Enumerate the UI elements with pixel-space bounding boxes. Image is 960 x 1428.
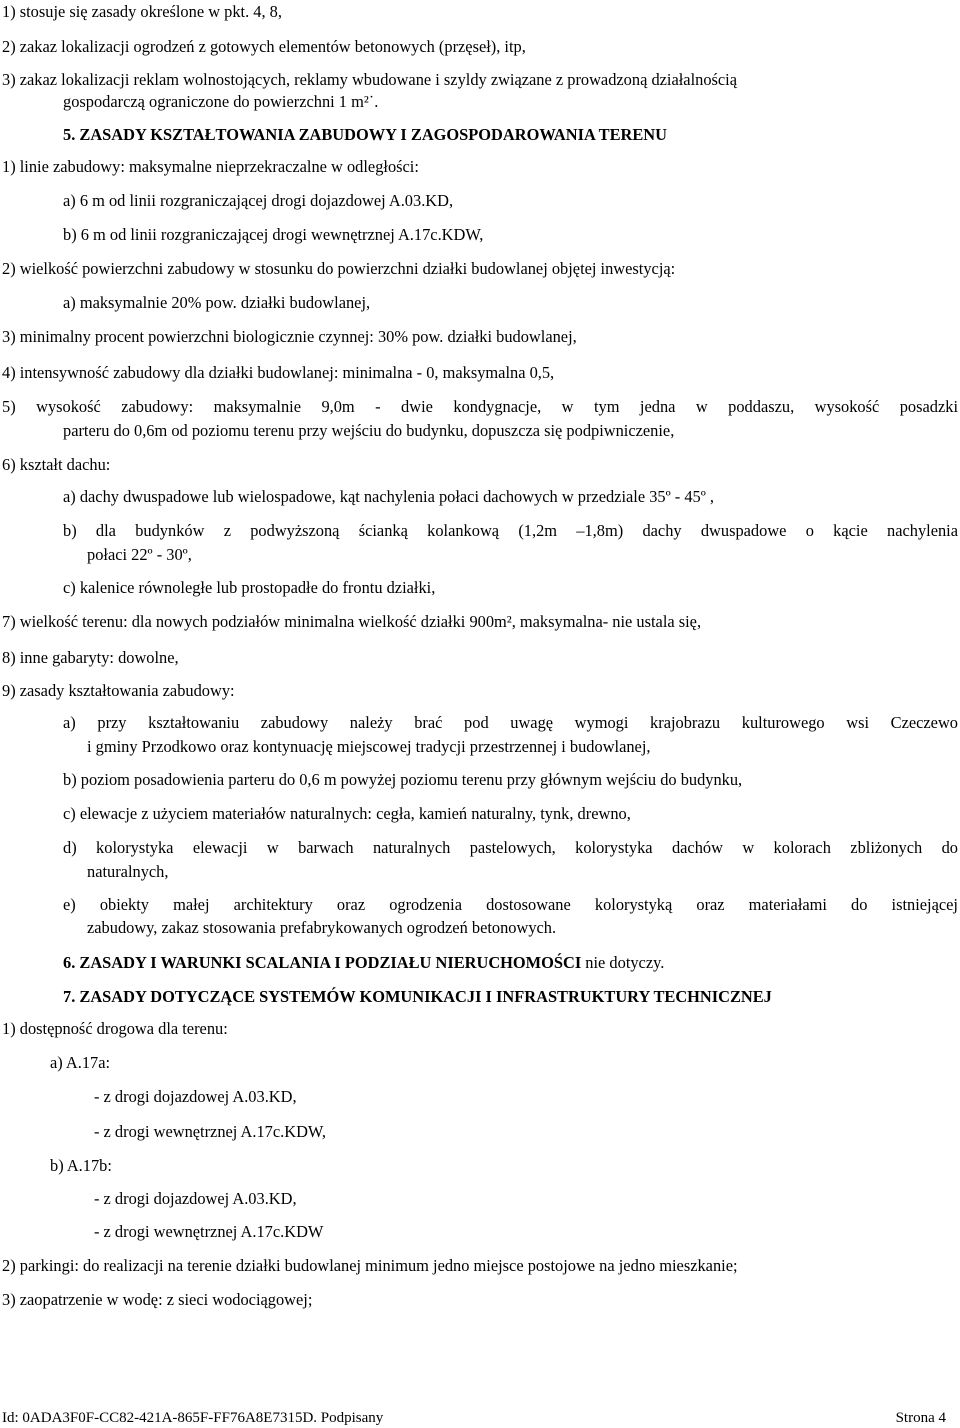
- text-line: i gminy Przodkowo oraz kontynuację miejscowej tradycji przestrzennej i budowlanej,: [87, 737, 651, 756]
- text-line: - z drogi dojazdowej A.03.KD,: [94, 1087, 297, 1106]
- text-line: 2) parkingi: do realizacji na terenie działki budowlanej minimum jedno miejsce postojowe na jedno mieszkanie;: [2, 1256, 738, 1275]
- text-line: - z drogi dojazdowej A.03.KD,: [94, 1189, 297, 1208]
- text-line: e) obiekty małej architektury oraz ogrodzenia dostosowane kolorystyką oraz materiałami do istniejącej: [63, 895, 958, 914]
- text-line: 5) wysokość zabudowy: maksymalnie 9,0m - dwie kondygnacje, w tym jedna w poddaszu, wysokość posadzki: [2, 397, 958, 416]
- document-id: Id: 0ADA3F0F-CC82-421A-865F-FF76A8E7315D. Podpisany: [2, 1410, 384, 1426]
- text-line: 7) wielkość terenu: dla nowych podziałów minimalna wielkość działki 900m², maksymalna- nie ustala się,: [2, 612, 702, 631]
- text-line: a) dachy dwuspadowe lub wielospadowe, kąt nachylenia połaci dachowych w przedziale 35º - 45º ,: [63, 487, 714, 506]
- text-line: c) elewacje z użyciem materiałów naturalnych: cegła, kamień naturalny, tynk, drewno,: [63, 804, 631, 823]
- text-line: gospodarczą ograniczone do powierzchni 1 m²˙.: [63, 92, 379, 111]
- text-line: 1) stosuje się zasady określone w pkt. 4, 8,: [2, 2, 282, 21]
- text-line: 9) zasady kształtowania zabudowy:: [2, 681, 235, 700]
- text-line: d) kolorystyka elewacji w barwach naturalnych pastelowych, kolorystyka dachów w kolorach zbliżonych do: [63, 838, 958, 857]
- text-line: - z drogi wewnętrznej A.17c.KDW,: [94, 1122, 326, 1141]
- text-line: 4) intensywność zabudowy dla działki budowlanej: minimalna - 0, maksymalna 0,5,: [2, 363, 555, 382]
- text-line: a) A.17a:: [50, 1053, 111, 1072]
- text-line: a) 6 m od linii rozgraniczającej drogi dojazdowej A.03.KD,: [63, 191, 454, 210]
- text-line: parteru do 0,6m od poziomu terenu przy wejściu do budynku, dopuszcza się podpiwniczenie,: [63, 421, 675, 440]
- text-line: - z drogi wewnętrznej A.17c.KDW: [94, 1222, 324, 1241]
- heading-suffix: nie dotyczy.: [581, 953, 665, 972]
- text-line: 8) inne gabaryty: dowolne,: [2, 648, 179, 667]
- text-line: połaci 22º - 30º,: [87, 545, 192, 564]
- text-line: naturalnych,: [87, 862, 169, 881]
- page-number: Strona 4: [895, 1410, 946, 1426]
- text-line: c) kalenice równoległe lub prostopadłe do frontu działki,: [63, 578, 436, 597]
- text-line: 3) minimalny procent powierzchni biologicznie czynnej: 30% pow. działki budowlanej,: [2, 327, 577, 346]
- text-line: 2) wielkość powierzchni zabudowy w stosunku do powierzchni działki budowlanej objętej inwestycją:: [2, 259, 676, 278]
- text-line: a) maksymalnie 20% pow. działki budowlanej,: [63, 293, 371, 312]
- section-heading: 7. ZASADY DOTYCZĄCE SYSTEMÓW KOMUNIKACJI I INFRASTRUKTURY TECHNICZNEJ: [63, 987, 772, 1006]
- text-line: b) 6 m od linii rozgraniczającej drogi wewnętrznej A.17c.KDW,: [63, 225, 484, 244]
- heading-text: 6. ZASADY I WARUNKI SCALANIA I PODZIAŁU NIERUCHOMOŚCI: [63, 953, 582, 972]
- text-line: b) A.17b:: [50, 1156, 112, 1175]
- text-line: b) poziom posadowienia parteru do 0,6 m powyżej poziomu terenu przy głównym wejściu do budynku,: [63, 770, 743, 789]
- section-heading: 5. ZASADY KSZTAŁTOWANIA ZABUDOWY I ZAGOSPODAROWANIA TERENU: [63, 125, 667, 144]
- text-line: 1) linie zabudowy: maksymalne nieprzekraczalne w odległości:: [2, 157, 419, 176]
- text-line: 3) zakaz lokalizacji reklam wolnostojących, reklamy wbudowane i szyldy związane z prowadzoną działalnością: [2, 70, 737, 89]
- text-line: 3) zaopatrzenie w wodę: z sieci wodociągowej;: [2, 1290, 313, 1309]
- text-line: zabudowy, zakaz stosowania prefabrykowanych ogrodzeń betonowych.: [87, 918, 557, 937]
- text-line: a) przy kształtowaniu zabudowy należy brać pod uwagę wymogi krajobrazu kulturowego wsi Czeczewo: [63, 713, 958, 732]
- text-line: 6) kształt dachu:: [2, 455, 111, 474]
- text-line: b) dla budynków z podwyższoną ścianką kolankową (1,2m –1,8m) dachy dwuspadowe o kącie nachylenia: [63, 521, 958, 540]
- text-line: 1) dostępność drogowa dla terenu:: [2, 1019, 228, 1038]
- text-line: 2) zakaz lokalizacji ogrodzeń z gotowych elementów betonowych (przęseł), itp,: [2, 37, 526, 56]
- section-heading: [63, 953, 664, 973]
